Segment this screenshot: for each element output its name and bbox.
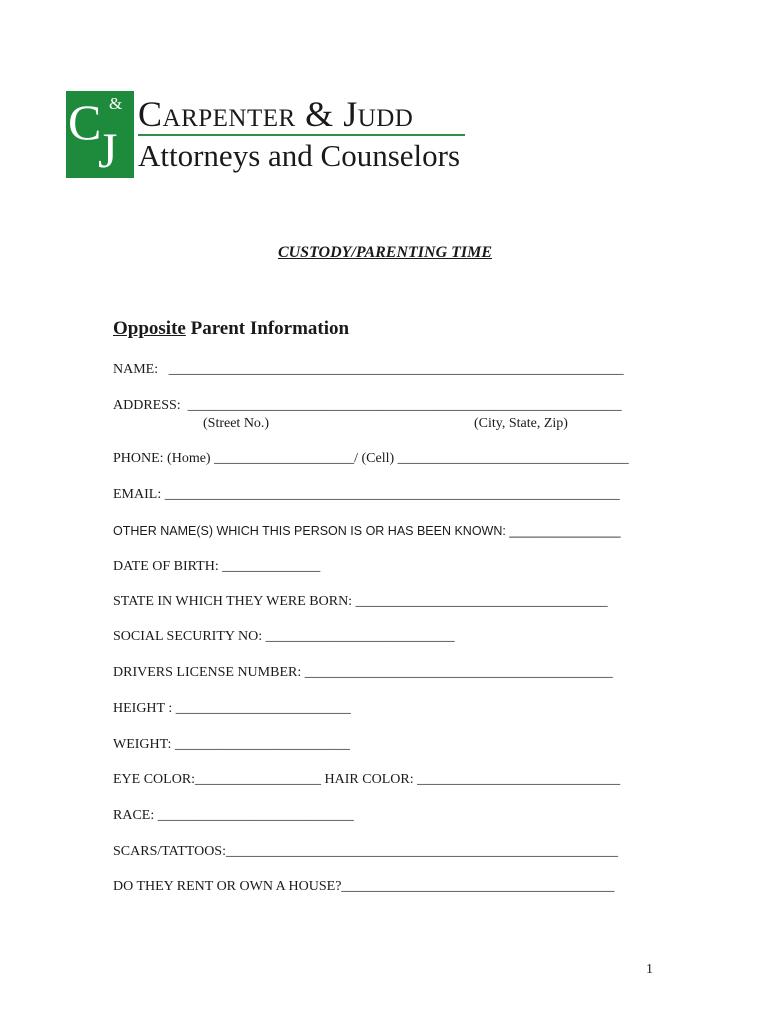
race-field[interactable]: RACE: ____________________________ [113,808,354,823]
rent-own-field[interactable]: DO THEY RENT OR OWN A HOUSE?_______________________________________ [113,879,615,894]
firm-subtitle: Attorneys and Counselors [138,138,461,173]
address-field[interactable]: ADDRESS: ______________________________________________________________ [113,398,622,413]
firm-name: Carpenter & Judd [138,94,414,134]
name-field[interactable]: NAME: _________________________________________________________________ [113,362,624,377]
eye-hair-color-field[interactable]: EYE COLOR:__________________ HAIR COLOR: _____________________________ [113,772,621,787]
state-born-field[interactable]: STATE IN WHICH THEY WERE BORN: ____________________________________ [113,594,608,609]
page-number: 1 [646,962,653,977]
logo-ampersand: & [109,94,123,113]
section-title-rest: Parent Information [185,318,350,339]
section-title [113,318,349,340]
other-names-field[interactable]: OTHER NAME(S) WHICH THIS PERSON IS OR HAS BEEN KNOWN: ________________ [113,524,621,538]
ssn-field[interactable]: SOCIAL SECURITY NO: ___________________________ [113,629,455,644]
firm-logo-mark [66,91,134,178]
logo-letter-c: C [68,94,102,150]
phone-field[interactable]: PHONE: (Home) ____________________/ (Cell) _________________________________ [113,451,629,466]
document-title: CUSTODY/PARENTING TIME [277,244,493,261]
section-title-underlined: Opposite [113,318,186,339]
address-street-hint: (Street No.) [203,416,270,431]
scars-tattoos-field[interactable]: SCARS/TATTOOS:________________________________________________________ [113,844,618,859]
height-field[interactable]: HEIGHT : _________________________ [113,701,351,716]
drivers-license-field[interactable]: DRIVERS LICENSE NUMBER: ____________________________________________ [113,665,613,680]
logo-letter-j: J [98,122,118,178]
address-city-hint: (City, State, Zip) [474,416,568,431]
email-field[interactable]: EMAIL: _________________________________________________________________ [113,487,620,502]
firm-divider [138,134,465,136]
date-of-birth-field[interactable]: DATE OF BIRTH: ______________ [113,559,321,574]
weight-field[interactable]: WEIGHT: _________________________ [113,737,350,752]
